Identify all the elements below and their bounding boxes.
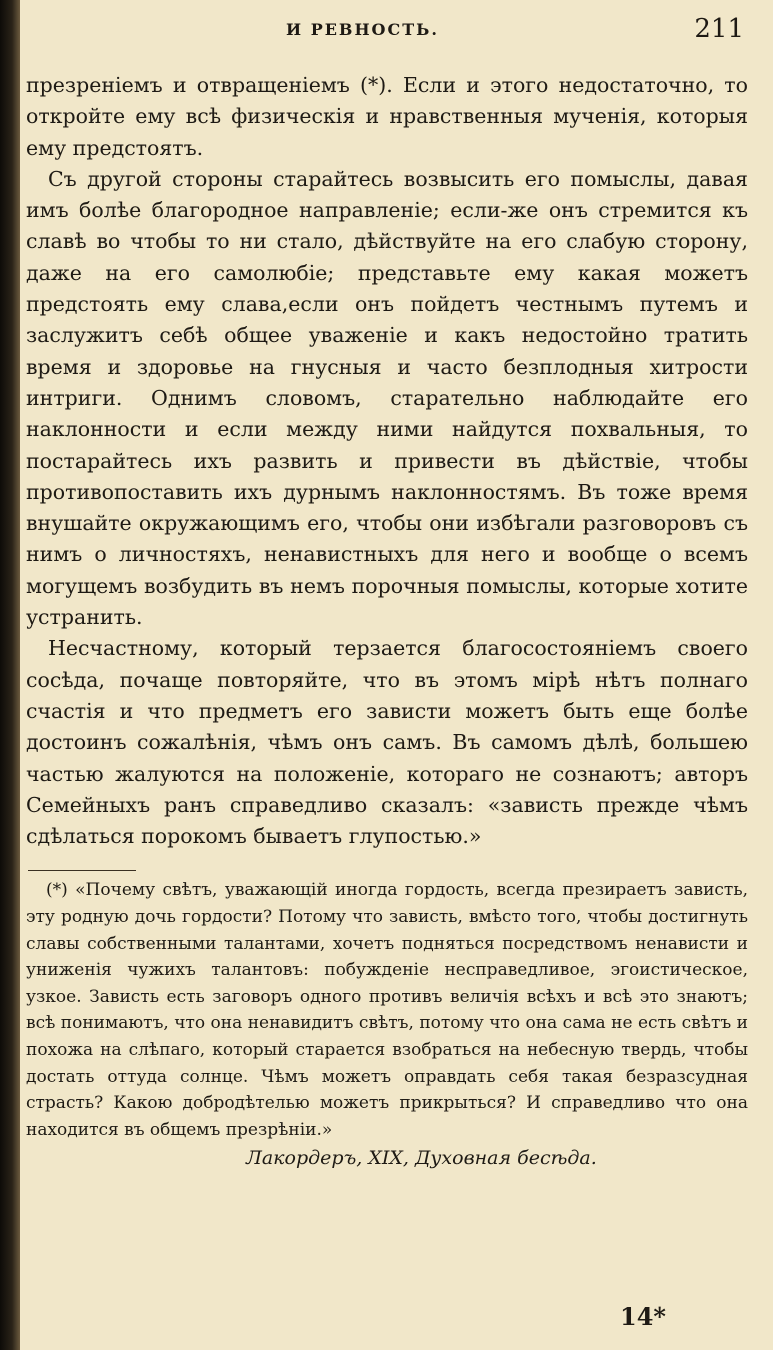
- paragraph-continuation: презреніемъ и отвращеніемъ (*). Если и этого недостаточно, то откройте ему всѣ физическія и нравственныя мученія, которыя ему предстоятъ.: [26, 73, 748, 160]
- footnote: (*) «Почему свѣтъ, уважающій иногда гордость, всегда презираетъ зависть, эту родную дочь гордости? Потому что зависть, вмѣсто того, чтобы достигнуть славы собственными талантами, хочетъ подняться посредствомъ ненависти и униженія чужихъ талантовъ: побужденіе несправедливое, эгоистическое, узкое. Зависть есть заговоръ одного противъ величія всѣхъ и всѣ это знаютъ; всѣ понимаютъ, что она ненавидитъ свѣтъ, потому что она сама не есть свѣтъ и похожа на слѣпаго, который старается взобраться на небесную твердь, чтобы достать оттуда солнце. Чѣмъ можетъ оправдать себя такая безразсудная страсть? Какою добродѣтелью можетъ прикрыться? И справедливо что она находится въ общемъ презрѣніи.»: [26, 880, 748, 1140]
- footnote-attribution: Лакордеръ, XIX, Духовная бесѣда.: [246, 1147, 597, 1170]
- main-text: [26, 70, 748, 852]
- book-spine-shadow: [0, 0, 20, 1350]
- book-page: [26, 14, 748, 1169]
- printer-signature-mark: 14*: [620, 1302, 666, 1331]
- footnote-divider: [28, 870, 136, 871]
- paragraph: Съ другой стороны старайтесь возвысить его помыслы, давая имъ болѣе благородное направленіе; если-же онъ стремится къ славѣ во чтобы то ни стало, дѣйствуйте на его слабую сторону, даже на его самолюбіе; представьте ему какая можетъ предстоять ему слава,если онъ пойдетъ честнымъ путемъ и заслужитъ себѣ общее уваженіе и какъ недостойно тратить время и здоровье на гнусныя и часто безплодныя хитрости интриги. Однимъ словомъ, старательно наблюдайте его наклонности и если между ними найдутся похвальныя, то постарайтесь ихъ развить и привести въ дѣйствіе, чтобы противопоставить ихъ дурнымъ наклонностямъ. Въ тоже время внушайте окружающимъ его, чтобы они избѣгали разговоровъ съ нимъ о личностяхъ, ненавистныхъ для него и вообще о всемъ могущемъ возбудить въ немъ порочныя помыслы, которые хотите устранить.: [26, 166, 748, 630]
- paragraph: Несчастному, который терзается благосостояніемъ своего сосѣда, почаще повторяйте, что въ этомъ мірѣ нѣтъ полнаго счастія и что предметъ его зависти можетъ быть еще болѣе достоинъ сожалѣнія, чѣмъ онъ самъ. Въ самомъ дѣлѣ, большею частью жалуются на положеніе, котораго не сознаютъ; авторъ Семейныхъ ранъ справедливо сказалъ: «зависть прежде чѣмъ сдѣлаться порокомъ бываетъ глупостью.»: [26, 636, 748, 849]
- running-header: [26, 14, 748, 46]
- running-title: И РЕВНОСТЬ.: [286, 20, 439, 39]
- page-number: 211: [694, 14, 744, 44]
